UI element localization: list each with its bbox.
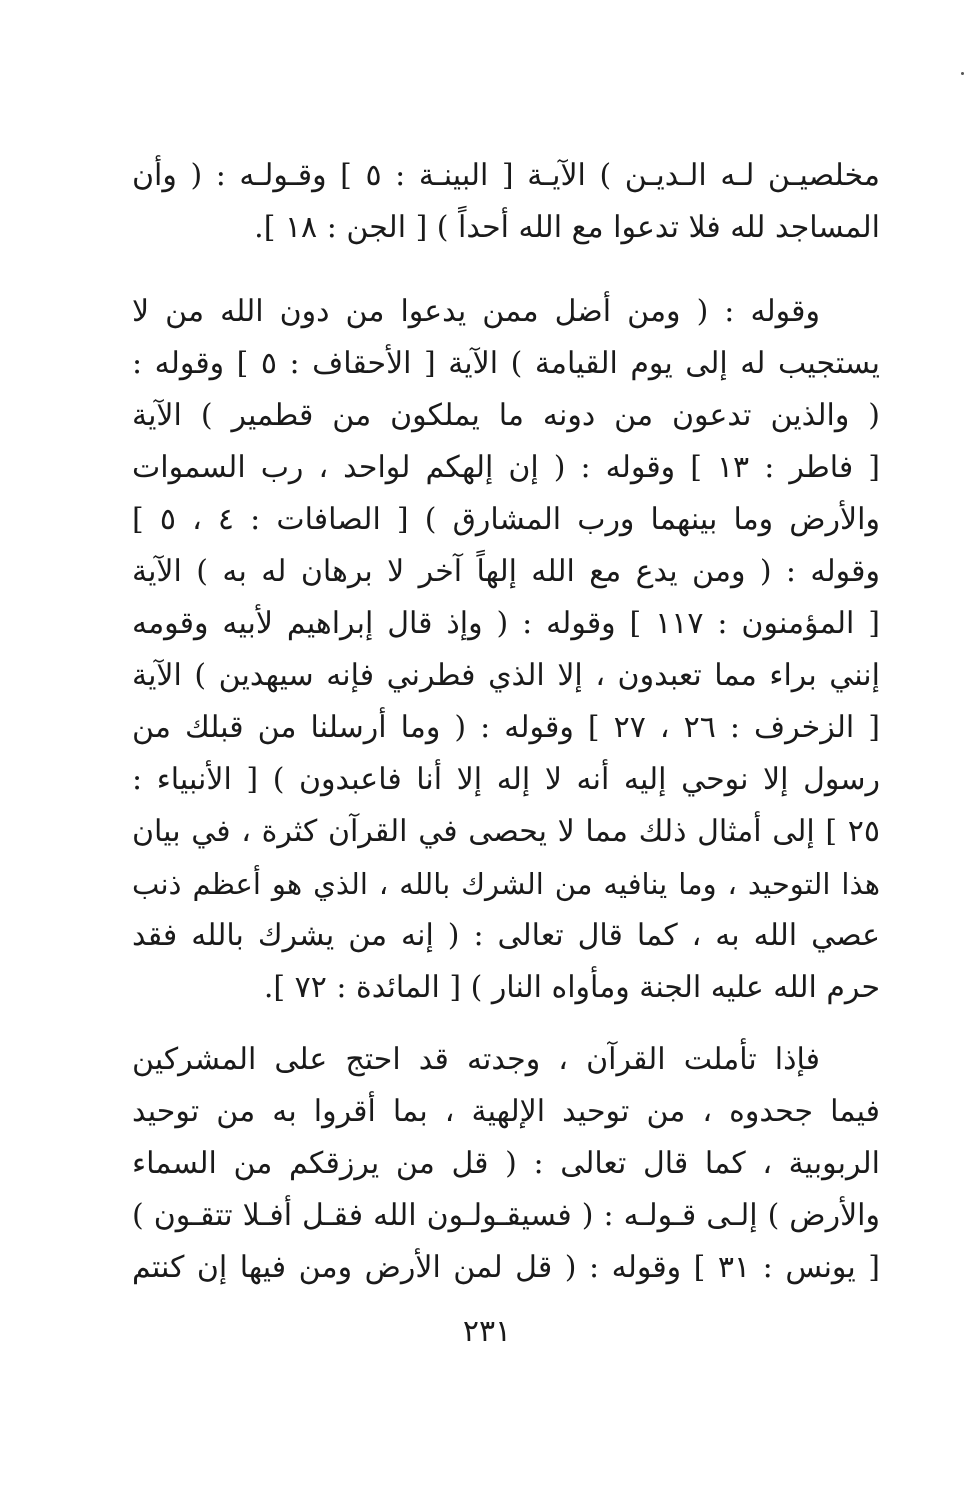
text-line: ٢٥ ] إلى أمثال ذلك مما لا يحصى في القرآن كثرة ، في بيان (132, 814, 880, 849)
scan-speck (961, 72, 964, 75)
page-number: ٢٣١ (462, 1314, 512, 1349)
text-line: وقوله : ( ومن يدع مع الله إلهاً آخر لا برهان له به ) الآية (132, 554, 880, 589)
text-line: [ يونس : ٣١ ] وقوله : ( قل لمن الأرض ومن فيها إن كنتم (132, 1250, 880, 1285)
text-line: فيما جحدوه ، من توحيد الإلهية ، بما أقروا به من توحيد (132, 1094, 880, 1129)
text-line: ( والذين تدعون من دونه ما يملكون من قطمير ) الآية (132, 398, 880, 433)
text-line: إنني براء مما تعبدون ، إلا الذي فطرني فإنه سيهدين ) الآية (132, 658, 880, 693)
text-line: [ المؤمنون : ١١٧ ] وقوله : ( وإذ قال إبراهيم لأبيه وقومه (132, 606, 880, 641)
text-line: رسول إلا نوحي إليه أنه لا إله إلا أنا فاعبدون ) [ الأنبياء : (132, 762, 880, 797)
text-line: [ فاطر : ١٣ ] وقوله : ( إن إلهكم لواحد ، رب السموات (132, 450, 880, 485)
text-line: الربوبية ، كما قال تعالى : ( قل من يرزقكم من السماء (132, 1146, 880, 1181)
text-line: حرم الله عليه الجنة ومأواه النار ) [ المائدة : ٧٢ ]. (263, 970, 880, 1005)
text-line: هذا التوحيد ، وما ينافيه من الشرك بالله ، الذي هو أعظم ذنب (132, 867, 880, 901)
paragraph-2 (132, 286, 880, 1014)
text-line: المساجد لله فلا تدعوا مع الله أحداً ) [ الجن : ١٨ ]. (254, 210, 880, 245)
paragraph-1 (132, 150, 880, 254)
text-line: والأرض وما بينهما ورب المشارق ) [ الصافات : ٤ ، ٥ ] (132, 502, 880, 537)
text-line: وقوله : ( ومن أضل ممن يدعوا من دون الله من لا (132, 294, 820, 329)
paragraph-3 (132, 1034, 880, 1294)
text-line: عصي الله به ، كما قال تعالى : ( إنه من يشرك بالله فقد (132, 918, 880, 953)
text-line: مخلصيـن لـه الـديـن ) الآيـة [ البينـة : ٥ ] وقـولـه : ( وأن (132, 158, 880, 193)
text-line: والأرض ) إلـى قـولـه : ( فسيقـولـون الله فقـل أفـلا تتقـون ) (132, 1198, 880, 1233)
text-line: فإذا تأملت القرآن ، وجدته قد احتج على المشركين (132, 1042, 820, 1077)
text-line: يستجيب له إلى يوم القيامة ) الآية [ الأحقاف : ٥ ] وقوله : (132, 346, 880, 381)
text-line: [ الزخرف : ٢٦ ، ٢٧ ] وقوله : ( وما أرسلنا من قبلك من (132, 710, 880, 745)
